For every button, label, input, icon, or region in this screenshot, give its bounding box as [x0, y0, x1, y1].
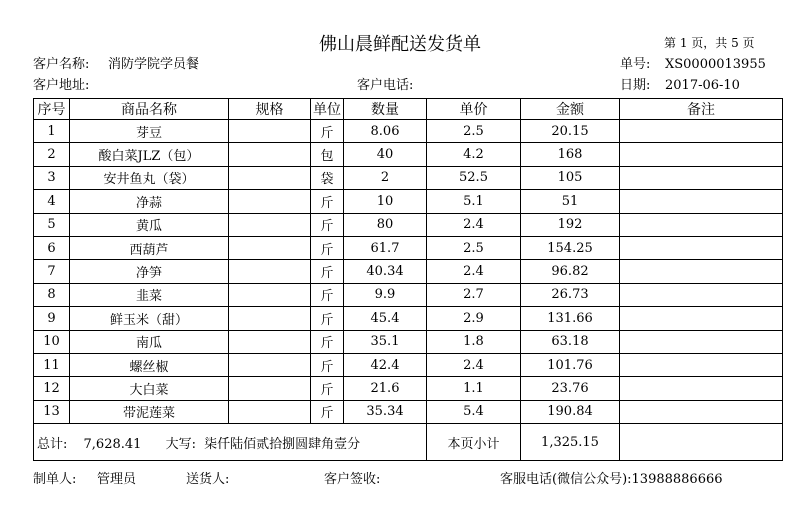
item-spec	[229, 330, 311, 353]
item-name: 大白菜	[70, 377, 229, 400]
table-row	[34, 143, 783, 166]
item-price: 2.7	[427, 283, 521, 306]
item-name: 带泥莲菜	[70, 400, 229, 423]
item-spec	[229, 400, 311, 423]
row-no: 13	[34, 400, 70, 423]
item-unit: 斤	[311, 260, 344, 283]
item-spec	[229, 143, 311, 166]
item-note	[620, 307, 783, 330]
item-note	[620, 330, 783, 353]
item-unit: 斤	[311, 213, 344, 236]
item-qty: 35.34	[344, 400, 427, 423]
item-spec	[229, 283, 311, 306]
item-note	[620, 120, 783, 143]
item-unit: 包	[311, 143, 344, 166]
item-note	[620, 166, 783, 189]
item-note	[620, 283, 783, 306]
row-no: 2	[34, 143, 70, 166]
item-price: 4.2	[427, 143, 521, 166]
table-row	[34, 213, 783, 236]
item-unit: 斤	[311, 120, 344, 143]
table-row	[34, 307, 783, 330]
item-unit: 斤	[311, 283, 344, 306]
item-unit: 斤	[311, 330, 344, 353]
item-price: 1.8	[427, 330, 521, 353]
item-qty: 10	[344, 190, 427, 213]
item-name: 净笋	[70, 260, 229, 283]
customer-sign-label: 客户签收:	[324, 472, 381, 487]
header-amount: 金额	[521, 99, 620, 120]
item-amount: 26.73	[521, 283, 620, 306]
item-spec	[229, 166, 311, 189]
item-qty: 61.7	[344, 236, 427, 259]
item-amount: 20.15	[521, 120, 620, 143]
item-note	[620, 353, 783, 376]
item-note	[620, 143, 783, 166]
item-name: 酸白菜JLZ（包）	[70, 143, 229, 166]
item-qty: 40.34	[344, 260, 427, 283]
table-row	[34, 236, 783, 259]
item-unit: 斤	[311, 400, 344, 423]
item-unit: 斤	[311, 377, 344, 400]
item-qty: 40	[344, 143, 427, 166]
header-note: 备注	[620, 99, 783, 120]
maker-name: 管理员	[97, 472, 137, 487]
item-note	[620, 377, 783, 400]
item-qty: 9.9	[344, 283, 427, 306]
table-row	[34, 260, 783, 283]
order-no: XS0000013955	[665, 57, 766, 72]
item-amount: 192	[521, 213, 620, 236]
row-no: 7	[34, 260, 70, 283]
item-amount: 154.25	[521, 236, 620, 259]
item-unit: 斤	[311, 236, 344, 259]
row-no: 11	[34, 353, 70, 376]
item-qty: 2	[344, 166, 427, 189]
item-note	[620, 260, 783, 283]
item-spec	[229, 353, 311, 376]
item-price: 5.1	[427, 190, 521, 213]
item-spec	[229, 190, 311, 213]
item-spec	[229, 307, 311, 330]
deliverer-label: 送货人:	[186, 472, 230, 487]
item-unit: 斤	[311, 307, 344, 330]
header-unit: 单位	[311, 99, 344, 120]
item-spec	[229, 377, 311, 400]
item-name: 西葫芦	[70, 236, 229, 259]
item-unit: 斤	[311, 190, 344, 213]
item-qty: 35.1	[344, 330, 427, 353]
table-row	[34, 330, 783, 353]
table-header-row	[34, 99, 783, 120]
header-qty: 数量	[344, 99, 427, 120]
totals-cell	[34, 424, 427, 461]
item-amount: 63.18	[521, 330, 620, 353]
total-value: 7,628.41	[83, 436, 142, 452]
item-name: 韭菜	[70, 283, 229, 306]
item-amount: 101.76	[521, 353, 620, 376]
totals-row	[34, 424, 783, 461]
subtotal-value: 1,325.15	[521, 424, 620, 461]
row-no: 3	[34, 166, 70, 189]
item-price: 2.9	[427, 307, 521, 330]
item-price: 2.5	[427, 236, 521, 259]
item-name: 螺丝椒	[70, 353, 229, 376]
item-qty: 8.06	[344, 120, 427, 143]
items-table	[33, 98, 783, 461]
item-qty: 21.6	[344, 377, 427, 400]
service-phone: 客服电话(微信公众号):13988886666	[500, 472, 723, 487]
item-qty: 45.4	[344, 307, 427, 330]
date-value: 2017-06-10	[665, 78, 740, 93]
item-name: 净蒜	[70, 190, 229, 213]
subtotal-note	[620, 424, 783, 461]
date-label: 日期:	[620, 78, 651, 93]
customer-name-label: 客户名称:	[33, 57, 90, 72]
item-spec	[229, 120, 311, 143]
customer-name: 消防学院学员餐	[108, 57, 200, 72]
item-price: 1.1	[427, 377, 521, 400]
table-row	[34, 353, 783, 376]
maker-label: 制单人:	[33, 472, 77, 487]
item-price: 5.4	[427, 400, 521, 423]
header-no: 序号	[34, 99, 70, 120]
item-spec	[229, 213, 311, 236]
item-amount: 168	[521, 143, 620, 166]
row-no: 1	[34, 120, 70, 143]
item-price: 52.5	[427, 166, 521, 189]
uppercase-value: 柒仟陆佰贰拾捌圆肆角壹分	[204, 436, 361, 452]
item-note	[620, 190, 783, 213]
table-row	[34, 377, 783, 400]
item-name: 黄瓜	[70, 213, 229, 236]
table-row	[34, 400, 783, 423]
item-note	[620, 236, 783, 259]
document-title: 佛山晨鲜配送发货单	[319, 34, 481, 55]
order-no-label: 单号:	[620, 57, 651, 72]
item-spec	[229, 236, 311, 259]
item-amount: 23.76	[521, 377, 620, 400]
table-row	[34, 190, 783, 213]
item-note	[620, 213, 783, 236]
total-label: 总计:	[37, 436, 68, 452]
item-unit: 袋	[311, 166, 344, 189]
table-row	[34, 166, 783, 189]
uppercase-label: 大写:	[165, 436, 196, 452]
item-spec	[229, 260, 311, 283]
row-no: 5	[34, 213, 70, 236]
row-no: 4	[34, 190, 70, 213]
address-label: 客户地址:	[33, 78, 90, 93]
item-price: 2.5	[427, 120, 521, 143]
header-price: 单价	[427, 99, 521, 120]
item-price: 2.4	[427, 260, 521, 283]
item-qty: 42.4	[344, 353, 427, 376]
row-no: 9	[34, 307, 70, 330]
item-note	[620, 400, 783, 423]
table-row	[34, 120, 783, 143]
item-amount: 96.82	[521, 260, 620, 283]
item-price: 2.4	[427, 213, 521, 236]
item-unit: 斤	[311, 353, 344, 376]
item-amount: 105	[521, 166, 620, 189]
table-row	[34, 283, 783, 306]
phone-label: 客户电话:	[357, 78, 414, 93]
item-amount: 190.84	[521, 400, 620, 423]
row-no: 10	[34, 330, 70, 353]
page-info: 第 1 页，共 5 页	[664, 36, 755, 50]
header-name: 商品名称	[70, 99, 229, 120]
row-no: 6	[34, 236, 70, 259]
subtotal-label: 本页小计	[427, 424, 521, 461]
item-price: 2.4	[427, 353, 521, 376]
item-amount: 131.66	[521, 307, 620, 330]
item-name: 芽豆	[70, 120, 229, 143]
row-no: 12	[34, 377, 70, 400]
item-name: 鲜玉米（甜）	[70, 307, 229, 330]
item-qty: 80	[344, 213, 427, 236]
item-name: 安井鱼丸（袋）	[70, 166, 229, 189]
item-amount: 51	[521, 190, 620, 213]
row-no: 8	[34, 283, 70, 306]
item-name: 南瓜	[70, 330, 229, 353]
header-spec: 规格	[229, 99, 311, 120]
